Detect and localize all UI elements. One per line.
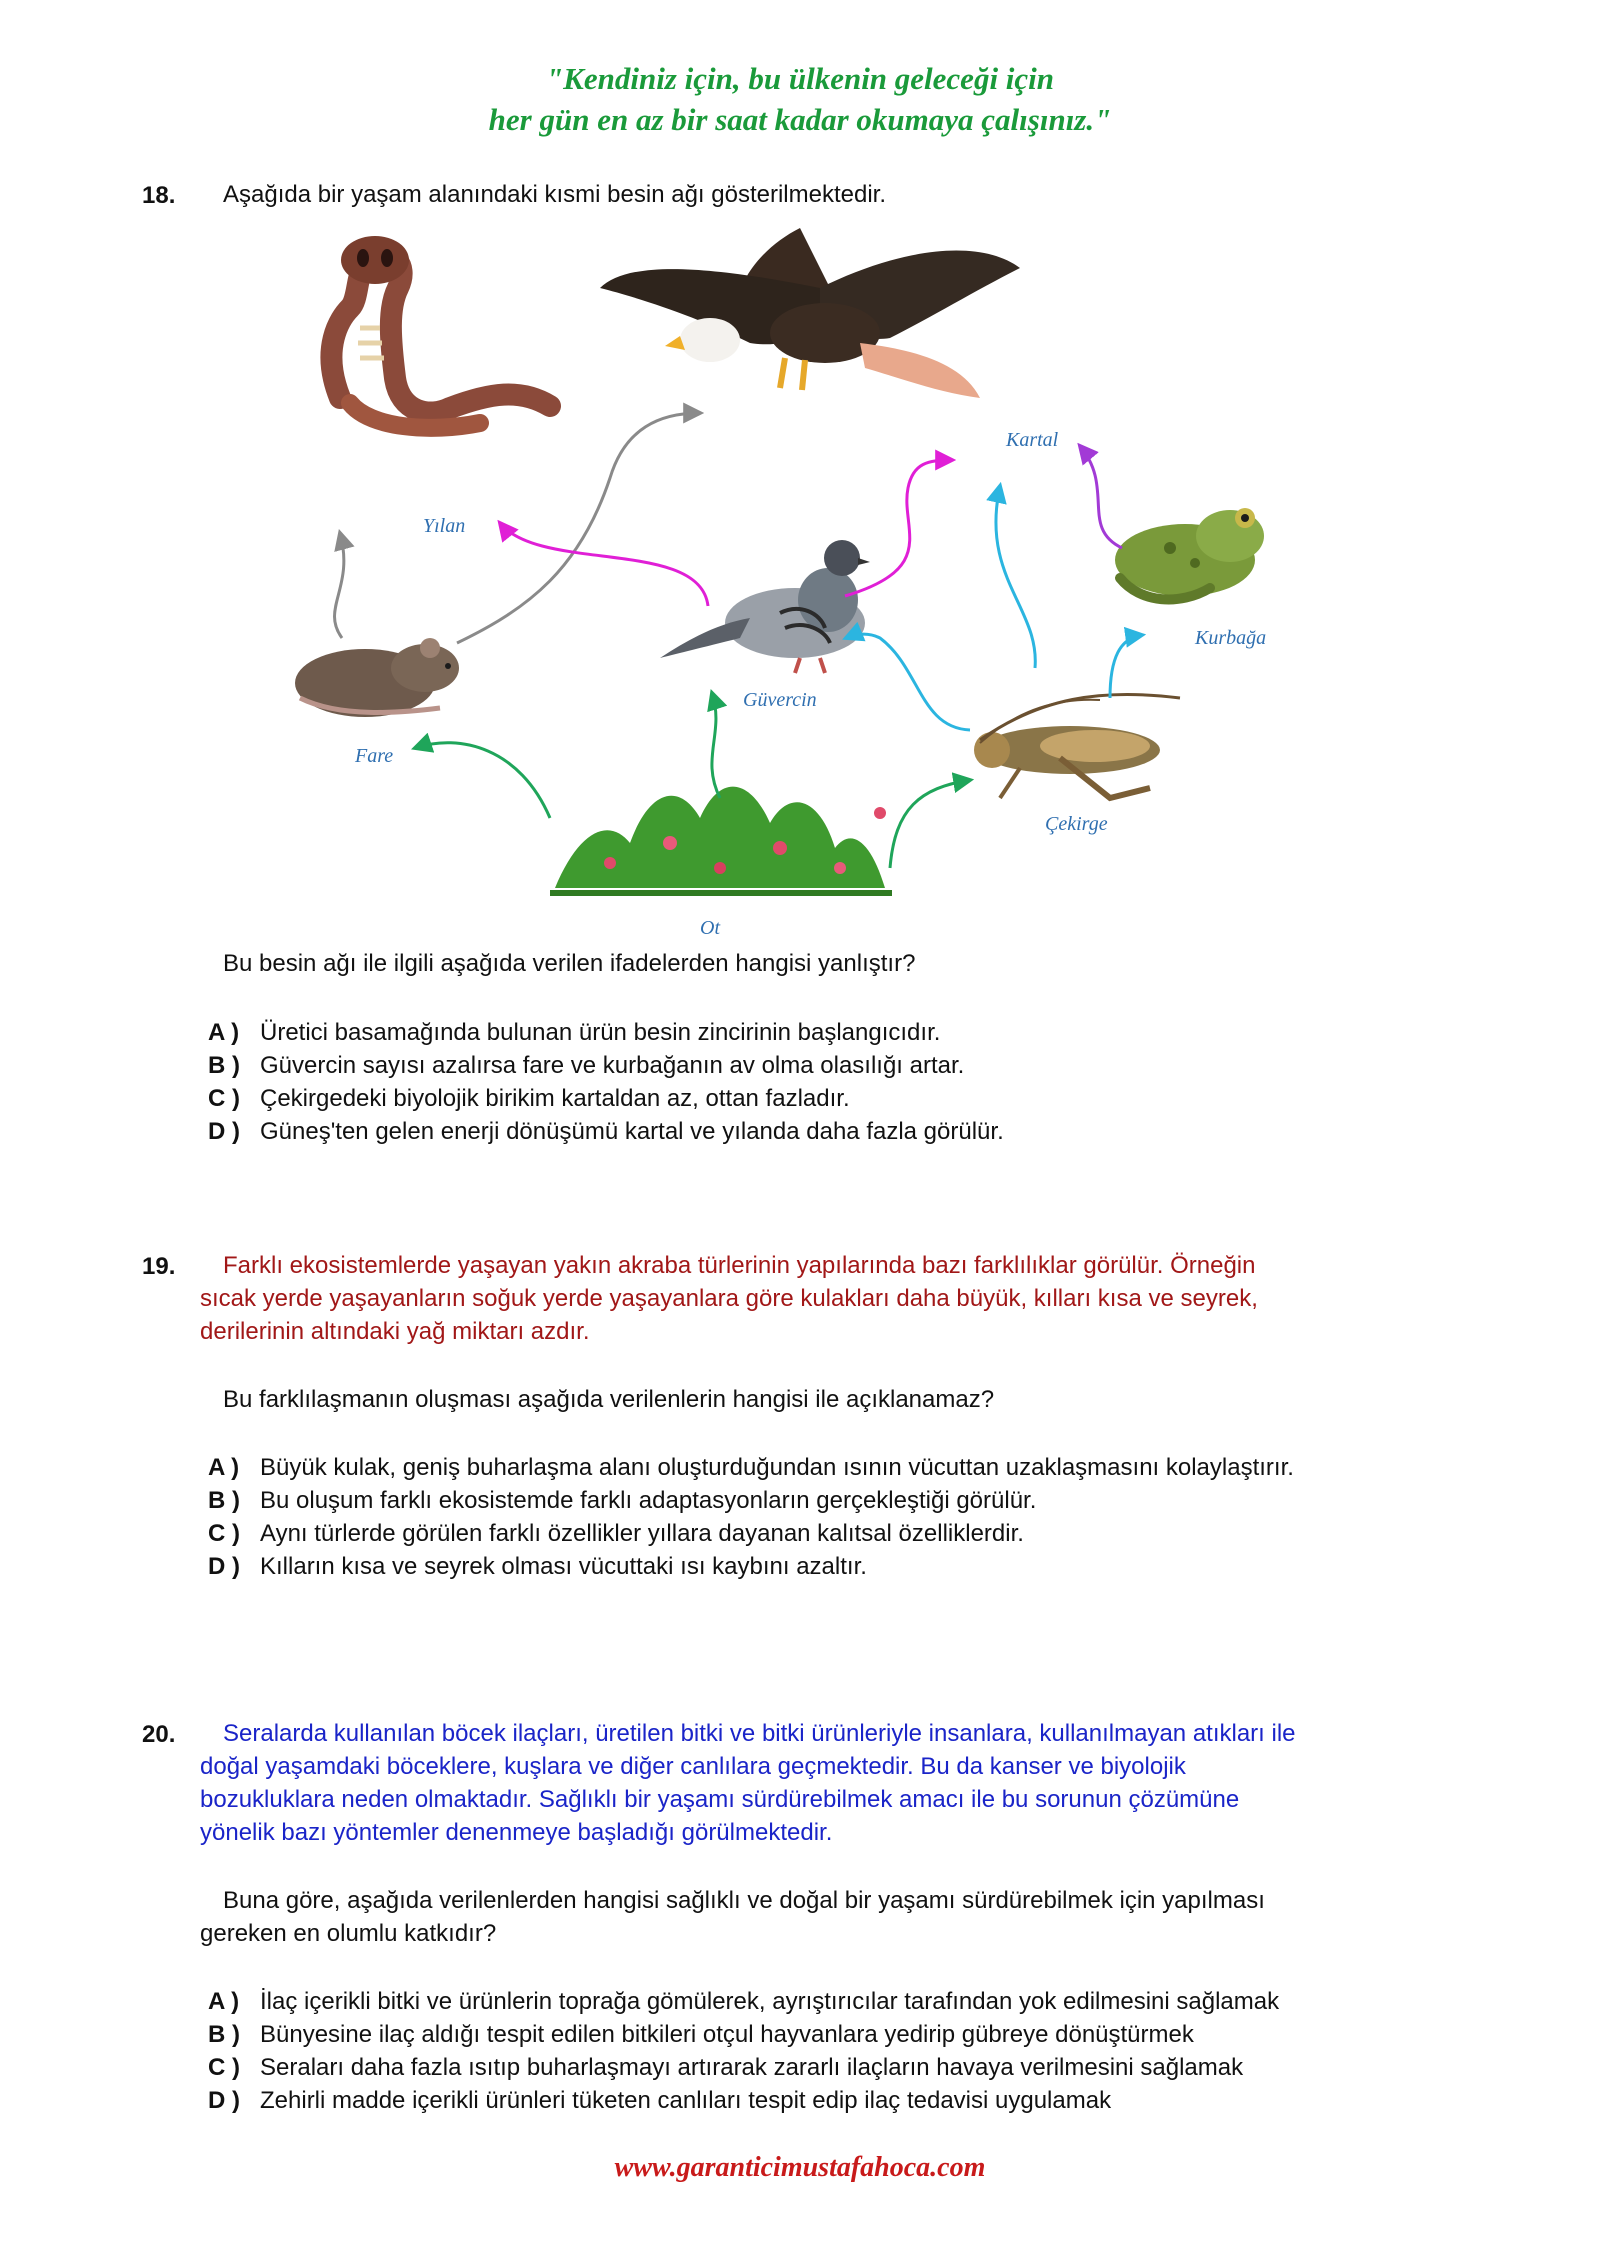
q19-passage-line-1: Farklı ekosistemlerde yaşayan yakın akraba türlerinin yapılarında bazı farklılıklar görülür. Örneğin bbox=[223, 1252, 1256, 1279]
q18-option-b[interactable]: B ) Güvercin sayısı azalırsa fare ve kurbağanın av olma olasılığı artar. bbox=[208, 1052, 965, 1079]
arrow-grass-to-pigeon bbox=[712, 693, 720, 798]
q20-question-line-2: gereken en olumlu katkıdır? bbox=[200, 1920, 497, 1947]
q20-passage-line-4: yönelik bazı yöntemler denenmeye başladığı görülmektedir. bbox=[200, 1819, 833, 1846]
label-kurbaga: Kurbağa bbox=[1195, 627, 1267, 649]
q19-passage-line-2: sıcak yerde yaşayanların soğuk yerde yaşayanlara göre kulakları daha büyük, kılları kısa ve seyrek, bbox=[200, 1285, 1258, 1312]
grasshopper-illustration bbox=[974, 694, 1180, 798]
arrow-pigeon-to-snake bbox=[500, 523, 708, 606]
header-line-1: "Kendiniz için, bu ülkenin geleceği için bbox=[545, 61, 1055, 96]
q20-option-a[interactable]: A ) İlaç içerikli bitki ve ürünlerin toprağa gömülerek, ayrıştırıcılar tarafından yok edilmesini sağlamak bbox=[208, 1988, 1280, 2015]
q18-number: 18. bbox=[142, 182, 176, 209]
rat-illustration bbox=[295, 638, 459, 717]
q20-passage-line-3: bozukluklara neden olmaktadır. Sağlıklı bir yaşamı sürdürebilmek amacı ile bu sorunun çözümüne bbox=[200, 1786, 1240, 1813]
page-header bbox=[0, 58, 1600, 140]
label-ot: Ot bbox=[700, 917, 720, 939]
arrow-pigeon-to-eagle bbox=[845, 460, 952, 596]
q20-number: 20. bbox=[142, 1721, 176, 1748]
arrow-grass-to-grasshopper bbox=[890, 780, 970, 868]
label-yilan: Yılan bbox=[423, 515, 466, 537]
pigeon-illustration bbox=[660, 540, 870, 673]
arrow-frog-to-eagle bbox=[1080, 446, 1122, 548]
q20-passage-line-1: Seralarda kullanılan böcek ilaçları, üretilen bitki ve bitki ürünleriyle insanlara, kullanılmayan atıkları ile bbox=[223, 1720, 1296, 1747]
q19-passage-line-3: derilerinin altındaki yağ miktarı azdır. bbox=[200, 1318, 590, 1345]
q20-option-b[interactable]: B ) Bünyesine ilaç aldığı tespit edilen bitkileri otçul hayvanlara yedirip gübreye dönüştürmek bbox=[208, 2021, 1194, 2048]
arrow-rat-to-snake bbox=[335, 533, 344, 638]
arrow-rat-to-eagle bbox=[457, 413, 700, 643]
label-guvercin: Güvercin bbox=[743, 689, 817, 711]
label-cekirge: Çekirge bbox=[1045, 813, 1108, 835]
q20-option-c[interactable]: C ) Seraları daha fazla ısıtıp buharlaşmayı artırarak zararlı ilaçların havaya verilmesini sağlamak bbox=[208, 2054, 1244, 2081]
label-kartal: Kartal bbox=[1006, 429, 1059, 451]
frog-illustration bbox=[1115, 508, 1264, 599]
arrow-grass-to-rat bbox=[415, 743, 550, 818]
food-web-diagram bbox=[280, 228, 1300, 948]
q18-intro: Aşağıda bir yaşam alanındaki kısmi besin ağı gösterilmektedir. bbox=[223, 181, 886, 208]
grass-illustration bbox=[550, 787, 892, 893]
arrow-grasshopper-to-eagle bbox=[996, 486, 1035, 668]
q19-number: 19. bbox=[142, 1253, 176, 1280]
snake-illustration bbox=[331, 236, 550, 428]
q18-option-a[interactable]: A ) Üretici basamağında bulunan ürün besin zincirinin başlangıcıdır. bbox=[208, 1019, 941, 1046]
q20-option-d[interactable]: D ) Zehirli madde içerikli ürünleri tüketen canlıları tespit edip ilaç tedavisi uygulamak bbox=[208, 2087, 1112, 2114]
q20-passage-line-2: doğal yaşamdaki böceklere, kuşlara ve diğer canlılara geçmektedir. Bu da kanser ve biyolojik bbox=[200, 1753, 1186, 1780]
q18-option-d[interactable]: D ) Güneş'ten gelen enerji dönüşümü kartal ve yılanda daha fazla görülür. bbox=[208, 1118, 1004, 1145]
q19-question: Bu farklılaşmanın oluşması aşağıda verilenlerin hangisi ile açıklanamaz? bbox=[223, 1386, 995, 1413]
footer-website-link[interactable]: www.garanticimustafahoca.com bbox=[614, 2152, 986, 2183]
q19-option-c[interactable]: C ) Aynı türlerde görülen farklı özellikler yıllara dayanan kalıtsal özelliklerdir. bbox=[208, 1520, 1024, 1547]
q18-question: Bu besin ağı ile ilgili aşağıda verilen ifadelerden hangisi yanlıştır? bbox=[223, 950, 916, 977]
q18-option-c[interactable]: C ) Çekirgedeki biyolojik birikim kartaldan az, ottan fazladır. bbox=[208, 1085, 850, 1112]
header-line-2: her gün en az bir saat kadar okumaya çalışınız." bbox=[488, 102, 1112, 137]
eagle-illustration bbox=[600, 228, 1020, 398]
q19-option-a[interactable]: A ) Büyük kulak, geniş buharlaşma alanı oluşturduğundan ısının vücuttan uzaklaşmasını kolaylaştırır. bbox=[208, 1454, 1294, 1481]
arrow-grasshopper-to-frog bbox=[1110, 635, 1142, 698]
q20-question-line-1: Buna göre, aşağıda verilenlerden hangisi sağlıklı ve doğal bir yaşamı sürdürebilmek için yapılması bbox=[223, 1887, 1265, 1914]
q19-option-d[interactable]: D ) Kılların kısa ve seyrek olması vücuttaki ısı kaybını azaltır. bbox=[208, 1553, 867, 1580]
label-fare: Fare bbox=[355, 745, 394, 767]
arrow-grasshopper-to-pigeon bbox=[846, 634, 970, 730]
q19-option-b[interactable]: B ) Bu oluşum farklı ekosistemde farklı adaptasyonların gerçekleştiği görülür. bbox=[208, 1487, 1037, 1514]
